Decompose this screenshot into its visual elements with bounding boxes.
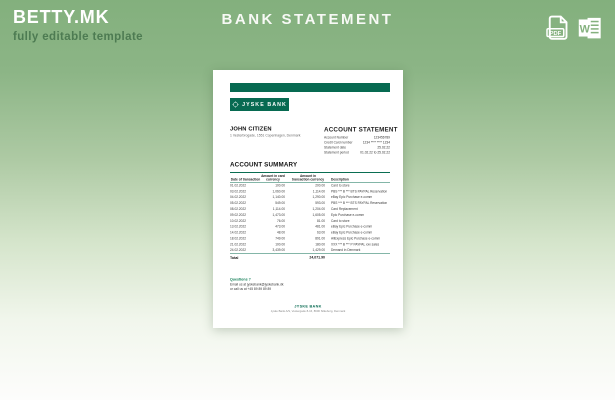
footer-bank-name: JYSKE BANK <box>294 304 322 309</box>
table-cell: 81.00 <box>317 219 325 223</box>
statement-title: ACCOUNT STATEMENT <box>324 126 398 133</box>
table-cell: 13.02.2022 <box>230 225 246 229</box>
total-row <box>230 254 390 261</box>
table-cell: PBS *** B *** BTS PAYPAL Reservation <box>331 201 388 206</box>
table-cell: 1,429.00 <box>312 248 325 253</box>
table-cell: 24.02.2022 <box>230 248 246 253</box>
table-cell: 18.02.2022 <box>230 236 246 241</box>
recipient-block <box>230 126 300 138</box>
statement-block <box>324 126 398 156</box>
contact-phone: or call us at +45 89 89 89 89 <box>230 287 272 291</box>
table-cell: 04.02.2022 <box>230 195 246 200</box>
recipient-name: JOHN CITIZEN <box>230 126 272 132</box>
table-cell: 473.00 <box>275 225 285 229</box>
svg-text:PDF: PDF <box>549 30 562 37</box>
column-header: Description <box>327 173 390 183</box>
field-value: 1234 **** **** 1234 <box>362 141 390 145</box>
table-cell: 10.02.2022 <box>230 219 246 223</box>
table-cell: 14.02.2022 <box>230 231 246 235</box>
column-header: Amount in transaction currency <box>291 173 327 183</box>
field-label: Statement period <box>324 151 349 155</box>
total-value: 24,071.90 <box>291 254 327 261</box>
table-cell: 1,605.00 <box>312 213 325 217</box>
table-cell: 01.02.2022 <box>230 183 246 188</box>
recipient-address: 1 Vesterbrogade, 1551 Copenhagen, Denmark <box>230 134 301 138</box>
field-value: 123456789 <box>373 136 390 140</box>
table-cell: 09.02.2022 <box>230 213 246 217</box>
table-cell: 1,060.00 <box>272 189 285 194</box>
table-cell: 63.00 <box>317 231 325 235</box>
table-cell: 03.02.2022 <box>230 189 246 194</box>
account-summary-table <box>230 172 390 261</box>
table-cell: 1,114.00 <box>272 207 285 212</box>
table-cell: 749.00 <box>275 236 285 241</box>
column-header: Amount in card currency <box>261 173 291 183</box>
field-label: Credit Card number <box>324 141 353 145</box>
statement-field <box>324 151 390 156</box>
table-cell: eBay Epic Purchase e-comm <box>331 195 373 200</box>
table-cell: 200.00 <box>315 183 325 188</box>
total-label: Total <box>230 254 261 261</box>
table-cell: Card to store <box>331 183 350 188</box>
table-cell: 100.00 <box>275 242 285 247</box>
field-value: 25.02.22 <box>377 146 390 150</box>
table-cell: 1,140.00 <box>272 195 285 200</box>
brand-logo[interactable]: BETTY.MK <box>13 7 110 27</box>
summary-title: ACCOUNT SUMMARY <box>230 161 298 168</box>
table-cell: eBay Epic Purchase e-comm <box>331 231 373 235</box>
statement-fields <box>324 136 390 156</box>
table-cell: 1,290.00 <box>312 195 325 200</box>
table-cell: Epic Purchase e-comm <box>331 213 365 217</box>
table-cell: 05.02.2022 <box>230 201 246 206</box>
table-cell: 891.00 <box>315 236 325 241</box>
table-cell: AliExpress Epic Purchase e-comm <box>331 236 381 241</box>
svg-text:W: W <box>579 23 590 36</box>
table-cell: 1,114.00 <box>312 189 325 194</box>
bank-logo-text: JYSKE BANK <box>242 101 287 108</box>
table-cell: 100.00 <box>275 183 285 188</box>
table-cell: PBS *** B *** BTS PAYPAL Reservation <box>331 189 388 194</box>
contact-email: Email us at jyskebank@jyskebank.dk <box>230 282 284 287</box>
table-cell: 1,473.00 <box>272 213 285 217</box>
table-cell: 76.00 <box>277 219 285 223</box>
table-cell: Card Replacement <box>331 207 358 212</box>
table-cell: 3,439.00 <box>272 248 285 253</box>
table-cell: eBay Epic Purchase e-comm <box>331 225 373 229</box>
bank-logo <box>230 98 289 111</box>
jyske-sunburst-icon <box>232 101 239 108</box>
table-cell: 180.00 <box>315 242 325 247</box>
column-header: Date of transaction <box>230 173 261 183</box>
table-cell: Demand in Denmark <box>331 248 361 253</box>
page-title: BANK STATEMENT <box>221 11 394 28</box>
field-label: Statement date <box>324 146 347 150</box>
pdf-download-icon[interactable] <box>543 13 573 43</box>
table-cell: 1,204.00 <box>312 207 325 212</box>
field-value: 01.02.22 to 25.02.22 <box>360 151 390 155</box>
word-download-icon[interactable] <box>576 13 606 43</box>
table-cell: XXX *** B *** P PAYPAL xxx sales <box>331 242 380 247</box>
questions-heading: Questions ? <box>230 277 251 282</box>
document-preview <box>213 70 403 328</box>
table-cell: 481.00 <box>315 225 325 229</box>
table-cell: 08.02.2022 <box>230 207 246 212</box>
table-cell: 593.00 <box>315 201 325 206</box>
footer-bank-address: Jyske Bank A/S, Vestergade 8-16, 8600 Silkeborg, Denmark <box>270 310 346 313</box>
brand-tagline: fully editable template <box>13 31 143 43</box>
document-footer <box>213 304 403 313</box>
contact-block <box>230 277 284 291</box>
table-cell: 21.02.2022 <box>230 242 246 247</box>
table-cell: 549.00 <box>275 201 285 206</box>
table-cell: Card to store <box>331 219 350 223</box>
field-label: Account Number <box>324 136 349 140</box>
document-header-bar <box>230 83 390 92</box>
table-cell: 48.00 <box>277 231 285 235</box>
